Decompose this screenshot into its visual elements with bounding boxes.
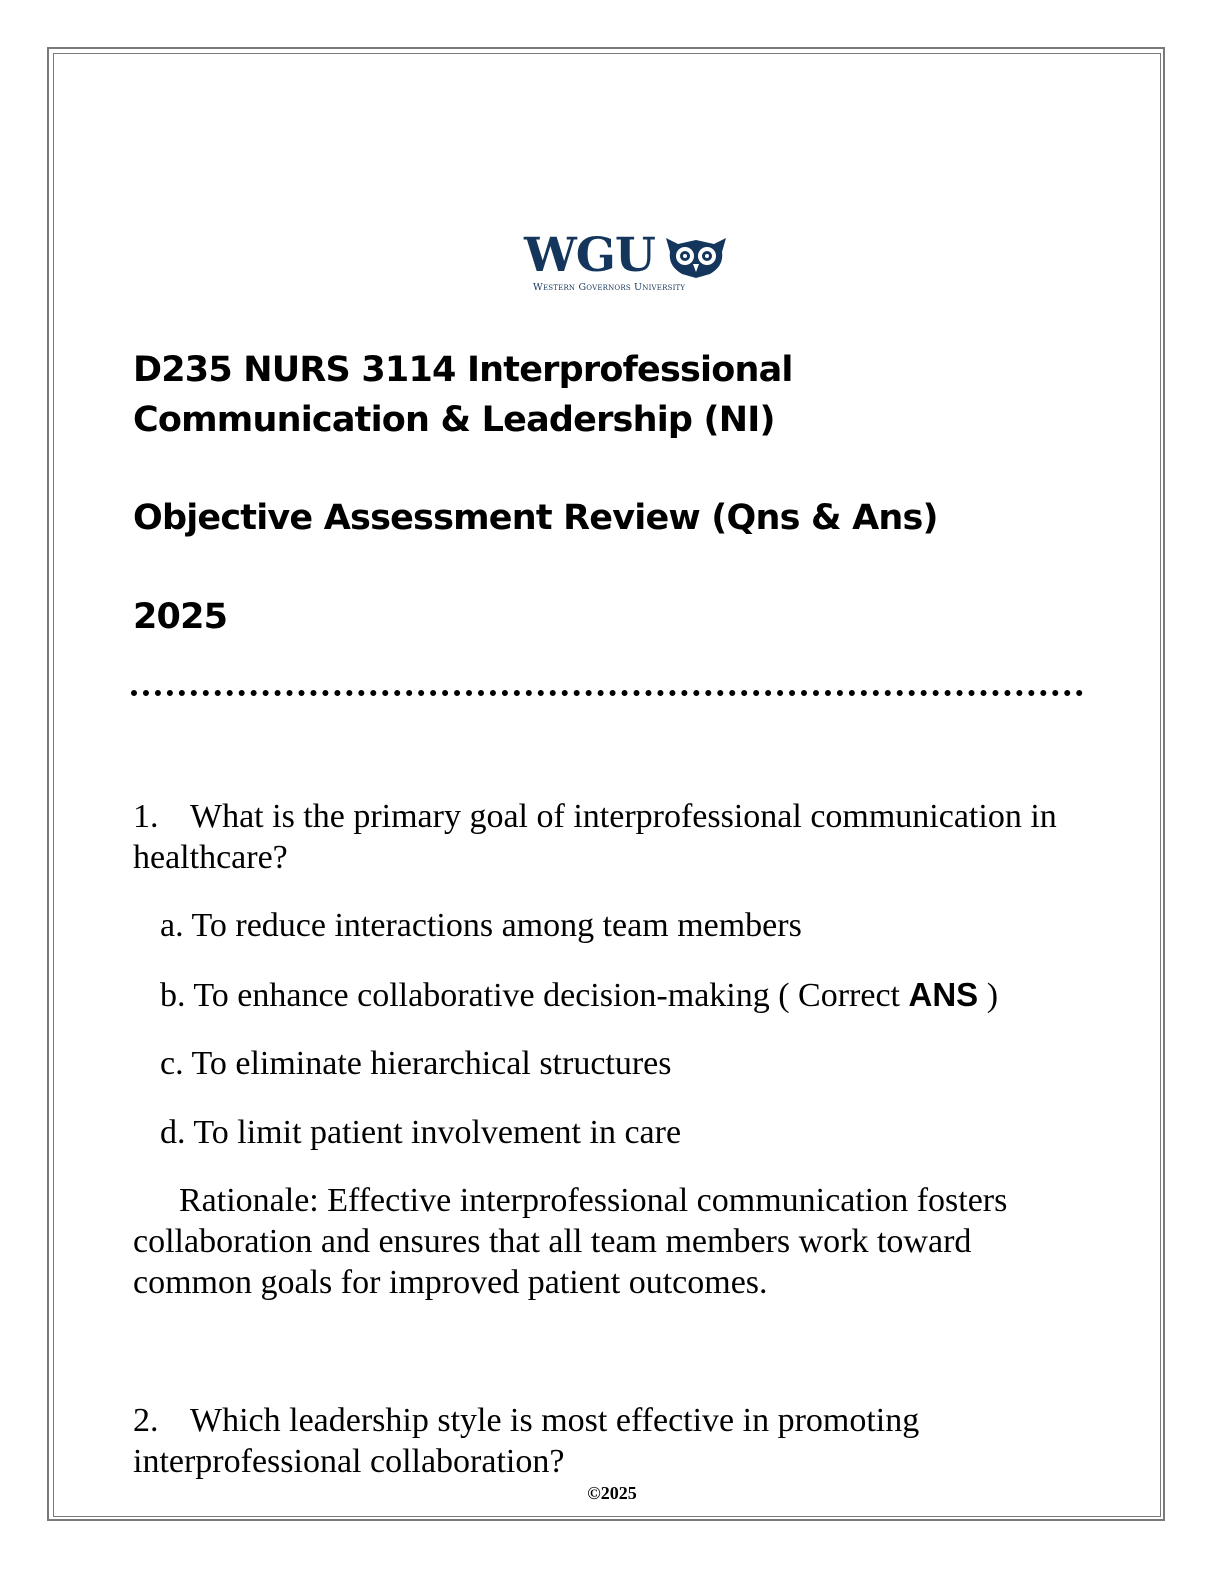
question-2 <box>133 1400 1093 1482</box>
owl-icon <box>664 234 728 278</box>
wgu-logo <box>524 228 734 296</box>
question-1-option-d: d. To limit patient involvement in care <box>160 1114 682 1151</box>
section-divider <box>131 690 1083 696</box>
correct-answer-marker: ANS <box>908 976 979 1013</box>
question-1-option-a: a. To reduce interactions among team members <box>160 907 802 944</box>
document-year: 2025 <box>133 597 228 637</box>
logo-wordmark: WGU <box>524 228 655 283</box>
question-1-option-c: c. To eliminate hierarchical structures <box>160 1045 672 1082</box>
document-subtitle: Objective Assessment Review (Qns & Ans) <box>133 498 938 538</box>
option-b-text: b. To enhance collaborative decision-making ( Correct <box>160 977 900 1014</box>
question-1-text: What is the primary goal of interprofessional communication in healthcare? <box>133 798 1057 876</box>
course-title-line-1: D235 NURS 3114 Interprofessional <box>133 350 793 390</box>
question-1-number: 1. <box>133 798 159 835</box>
question-1-rationale: Rationale: Effective interprofessional communication fosters collaboration and ensures that all team members work toward common goals for improved patient outcomes. <box>133 1182 1008 1301</box>
copyright-footer: ©2025 <box>587 1483 637 1503</box>
question-1 <box>133 796 1093 878</box>
course-title-line-2: Communication & Leadership (NI) <box>133 400 775 440</box>
question-2-text: Which leadership style is most effective in promoting interprofessional collaboration? <box>133 1402 920 1480</box>
question-1-option-b <box>160 974 998 1016</box>
question-2-number: 2. <box>133 1402 159 1439</box>
option-b-close: ) <box>978 977 999 1014</box>
logo-subtitle: Western Governors University <box>533 282 686 293</box>
